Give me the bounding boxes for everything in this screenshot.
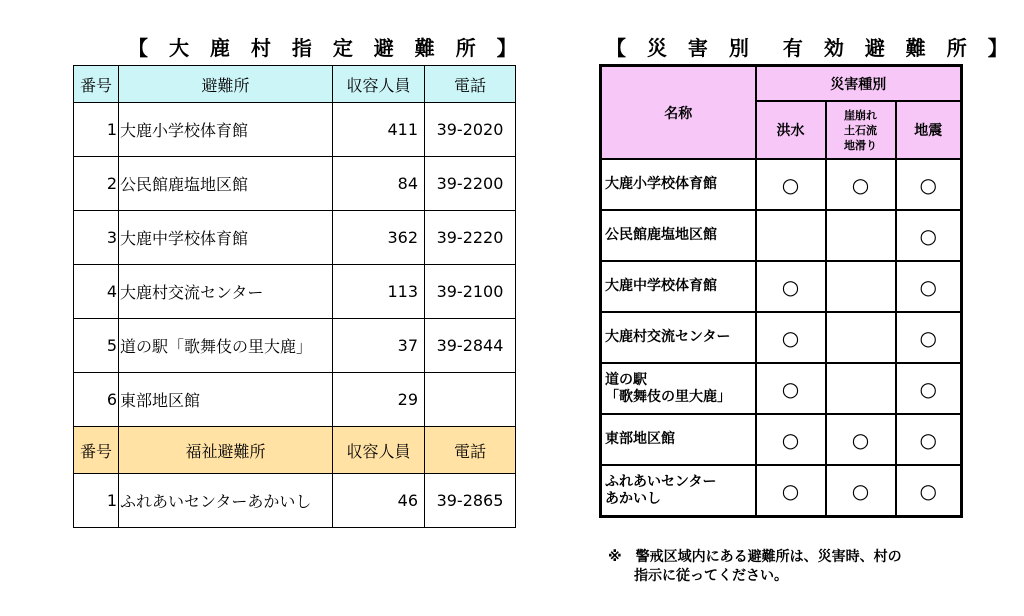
row-name-line: 大鹿中学校体育館 xyxy=(605,278,717,294)
table-header-row xyxy=(74,66,516,103)
header-landslide-line: 崖崩れ xyxy=(844,108,877,122)
table-row xyxy=(74,265,516,319)
flood-mark xyxy=(756,210,826,261)
row-name-line: 大鹿村交流センター xyxy=(605,329,731,345)
row-capacity: 362 xyxy=(333,211,425,265)
disaster-shelter-table xyxy=(599,64,963,518)
row-number: 4 xyxy=(74,265,119,319)
row-name-line: ふれあいセンター xyxy=(605,473,717,490)
flood-mark: ○ xyxy=(756,312,826,363)
shelter-table-title: 【 大 鹿 村 指 定 避 難 所 】 xyxy=(128,36,524,60)
row-number: 3 xyxy=(74,211,119,265)
designated-shelter-table xyxy=(73,65,516,528)
welfare-header-row xyxy=(74,427,516,474)
table-row xyxy=(601,261,962,312)
row-shelter-name: 東部地区館 xyxy=(119,373,333,427)
row-name-line: 大鹿小学校体育館 xyxy=(605,176,717,192)
row-capacity: 411 xyxy=(333,103,425,157)
row-shelter-name: 大鹿中学校体育館 xyxy=(119,211,333,265)
warning-note-line: ※ 警戒区域内にある避難所は、災害時、村の xyxy=(608,549,902,565)
row-name xyxy=(601,363,756,414)
row-name xyxy=(601,312,756,363)
earthquake-mark: ○ xyxy=(896,465,962,517)
welfare-header-shelter: 福祉避難所 xyxy=(119,427,333,474)
row-number: 5 xyxy=(74,319,119,373)
landslide-mark: ○ xyxy=(826,159,896,210)
warning-note xyxy=(608,548,902,586)
row-name-line: 「歌舞伎の里大鹿」 xyxy=(605,388,731,405)
flood-mark: ○ xyxy=(756,363,826,414)
earthquake-mark: ○ xyxy=(896,261,962,312)
row-name xyxy=(601,210,756,261)
header-shelter: 避難所 xyxy=(119,66,333,103)
row-capacity: 84 xyxy=(333,157,425,211)
header-capacity: 収容人員 xyxy=(333,66,425,103)
landslide-mark: ○ xyxy=(826,465,896,517)
table-row xyxy=(74,319,516,373)
earthquake-mark: ○ xyxy=(896,414,962,465)
header-number: 番号 xyxy=(74,66,119,103)
earthquake-mark: ○ xyxy=(896,363,962,414)
row-shelter-name: 大鹿小学校体育館 xyxy=(119,103,333,157)
row-name-line: 東部地区館 xyxy=(605,431,675,447)
earthquake-mark: ○ xyxy=(896,159,962,210)
header-name: 名称 xyxy=(601,66,756,160)
row-phone: 39-2020 xyxy=(425,103,516,157)
flood-mark: ○ xyxy=(756,465,826,517)
landslide-mark xyxy=(826,363,896,414)
row-name-line: 道の駅 xyxy=(605,371,647,388)
row-name-line: 公民館鹿塩地区館 xyxy=(605,227,717,243)
table-row xyxy=(74,474,516,528)
row-capacity: 37 xyxy=(333,319,425,373)
row-phone: 39-2844 xyxy=(425,319,516,373)
row-shelter-name: 道の駅「歌舞伎の里大鹿」 xyxy=(119,319,333,373)
welfare-header-phone: 電話 xyxy=(425,427,516,474)
row-capacity: 113 xyxy=(333,265,425,319)
table-row xyxy=(74,157,516,211)
header-disaster-type: 災害種別 xyxy=(756,66,962,102)
landslide-mark xyxy=(826,261,896,312)
row-name xyxy=(601,465,756,517)
row-phone: 39-2200 xyxy=(425,157,516,211)
table-row xyxy=(601,465,962,517)
row-phone: 39-2100 xyxy=(425,265,516,319)
table-row xyxy=(601,414,962,465)
row-shelter-name: ふれあいセンターあかいし xyxy=(119,474,333,528)
row-shelter-name: 公民館鹿塩地区館 xyxy=(119,157,333,211)
row-name xyxy=(601,261,756,312)
row-capacity: 29 xyxy=(333,373,425,427)
table-row xyxy=(74,211,516,265)
disaster-table-title: 【 災 害 別 有 効 避 難 所 】 xyxy=(606,36,1015,60)
table-row xyxy=(601,159,962,210)
row-number: 1 xyxy=(74,103,119,157)
row-phone: 39-2220 xyxy=(425,211,516,265)
header-earthquake: 地震 xyxy=(896,101,962,159)
header-landslide-line: 土石流 xyxy=(844,123,877,137)
disaster-header-row xyxy=(601,66,962,102)
row-number: 2 xyxy=(74,157,119,211)
table-row xyxy=(601,363,962,414)
welfare-header-number: 番号 xyxy=(74,427,119,474)
header-landslide xyxy=(826,101,896,159)
earthquake-mark: ○ xyxy=(896,210,962,261)
table-row xyxy=(601,312,962,363)
landslide-mark xyxy=(826,210,896,261)
table-row xyxy=(74,103,516,157)
warning-note-line: 指示に従ってください。 xyxy=(634,568,788,584)
earthquake-mark: ○ xyxy=(896,312,962,363)
flood-mark: ○ xyxy=(756,159,826,210)
row-phone: 39-2865 xyxy=(425,474,516,528)
flood-mark: ○ xyxy=(756,261,826,312)
row-name xyxy=(601,159,756,210)
header-landslide-line: 地滑り xyxy=(844,138,877,152)
row-name xyxy=(601,414,756,465)
landslide-mark xyxy=(826,312,896,363)
table-row xyxy=(601,210,962,261)
flood-mark: ○ xyxy=(756,414,826,465)
welfare-header-capacity: 収容人員 xyxy=(333,427,425,474)
landslide-mark: ○ xyxy=(826,414,896,465)
row-number: 1 xyxy=(74,474,119,528)
header-flood: 洪水 xyxy=(756,101,826,159)
table-row xyxy=(74,373,516,427)
header-phone: 電話 xyxy=(425,66,516,103)
row-capacity: 46 xyxy=(333,474,425,528)
row-number: 6 xyxy=(74,373,119,427)
row-shelter-name: 大鹿村交流センター xyxy=(119,265,333,319)
row-phone xyxy=(425,373,516,427)
row-name-line: あかいし xyxy=(605,490,661,507)
